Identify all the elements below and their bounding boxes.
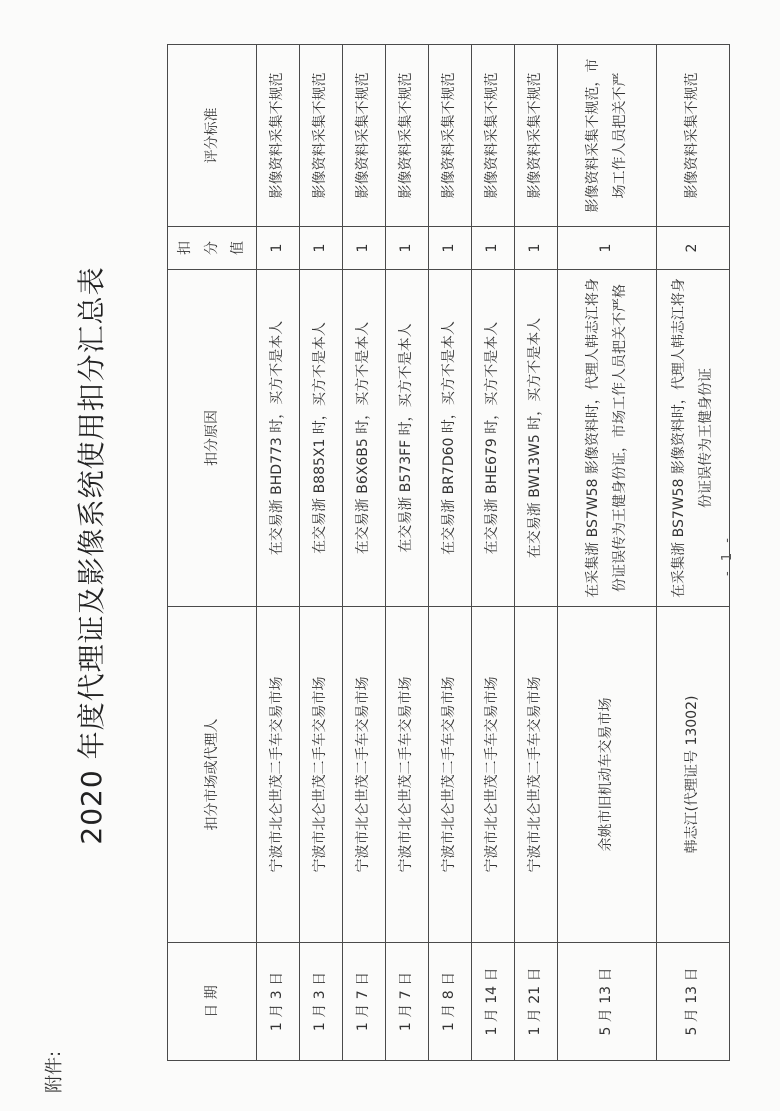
page-number: - 1 - [720,535,735,576]
cell-reason: 在交易浙 B6X6B5 时，买方不是本人 [342,270,385,607]
cell-market: 宁波市北仑世茂二手车交易市场 [428,607,471,943]
table-row [656,45,729,1061]
table-row [514,45,557,1061]
cell-points: 1 [256,227,299,270]
cell-points: 1 [299,227,342,270]
cell-market: 宁波市北仑世茂二手车交易市场 [471,607,514,943]
cell-points: 1 [471,227,514,270]
cell-date: 1 月 8 日 [428,943,471,1061]
cell-date: 1 月 14 日 [471,943,514,1061]
table-row [471,45,514,1061]
deduction-summary-table [167,44,730,1061]
cell-date: 1 月 3 日 [299,943,342,1061]
cell-standard: 影像资料采集不规范，市场工作人员把关不严 [557,45,656,227]
cell-reason: 在采集浙 BS7W58 影像资料时，代理人韩志江将身份证误传为王健身份证 [656,270,729,607]
cell-market: 宁波市北仑世茂二手车交易市场 [514,607,557,943]
cell-date: 1 月 3 日 [256,943,299,1061]
attachment-label: 附件: [44,1050,65,1093]
cell-reason: 在采集浙 BS7W58 影像资料时，代理人韩志江将身份证误传为王健身份证，市场工作人员把关不严格 [557,270,656,607]
cell-points: 1 [428,227,471,270]
cell-market: 宁波市北仑世茂二手车交易市场 [342,607,385,943]
cell-reason: 在交易浙 BR7D60 时，买方不是本人 [428,270,471,607]
cell-date: 5 月 13 日 [557,943,656,1061]
table-row [299,45,342,1061]
cell-standard: 影像资料采集不规范 [514,45,557,227]
header-points: 扣分值 [168,227,257,270]
cell-standard: 影像资料采集不规范 [342,45,385,227]
cell-standard: 影像资料采集不规范 [656,45,729,227]
cell-reason: 在交易浙 B573FF 时，买方不是本人 [385,270,428,607]
header-standard: 评分标准 [168,45,257,227]
cell-standard: 影像资料采集不规范 [385,45,428,227]
cell-points: 1 [557,227,656,270]
cell-date: 1 月 21 日 [514,943,557,1061]
table-row [342,45,385,1061]
cell-points: 1 [514,227,557,270]
cell-date: 1 月 7 日 [342,943,385,1061]
cell-reason: 在交易浙 B885X1 时，买方不是本人 [299,270,342,607]
table-header-row [168,45,257,1061]
table-row [385,45,428,1061]
cell-reason: 在交易浙 BHD773 时，买方不是本人 [256,270,299,607]
table-row [428,45,471,1061]
cell-points: 1 [342,227,385,270]
cell-market: 余姚市旧机动车交易市场 [557,607,656,943]
header-market: 扣分市场或代理人 [168,607,257,943]
cell-standard: 影像资料采集不规范 [428,45,471,227]
cell-date: 1 月 7 日 [385,943,428,1061]
cell-reason: 在交易浙 BHE679 时，买方不是本人 [471,270,514,607]
cell-market: 宁波市北仑世茂二手车交易市场 [299,607,342,943]
table-row [557,45,656,1061]
cell-market: 宁波市北仑世茂二手车交易市场 [385,607,428,943]
cell-market: 宁波市北仑世茂二手车交易市场 [256,607,299,943]
cell-standard: 影像资料采集不规范 [299,45,342,227]
cell-standard: 影像资料采集不规范 [256,45,299,227]
cell-standard: 影像资料采集不规范 [471,45,514,227]
cell-date: 5 月 13 日 [656,943,729,1061]
cell-points: 1 [385,227,428,270]
cell-market: 韩志江(代理证号 13002) [656,607,729,943]
header-reason: 扣分原因 [168,270,257,607]
table-row [256,45,299,1061]
cell-reason: 在交易浙 BW13W5 时，买方不是本人 [514,270,557,607]
header-date: 日 期 [168,943,257,1061]
page-title: 2020 年度代理证及影像系统使用扣分汇总表 [75,266,108,845]
cell-points: 2 [656,227,729,270]
